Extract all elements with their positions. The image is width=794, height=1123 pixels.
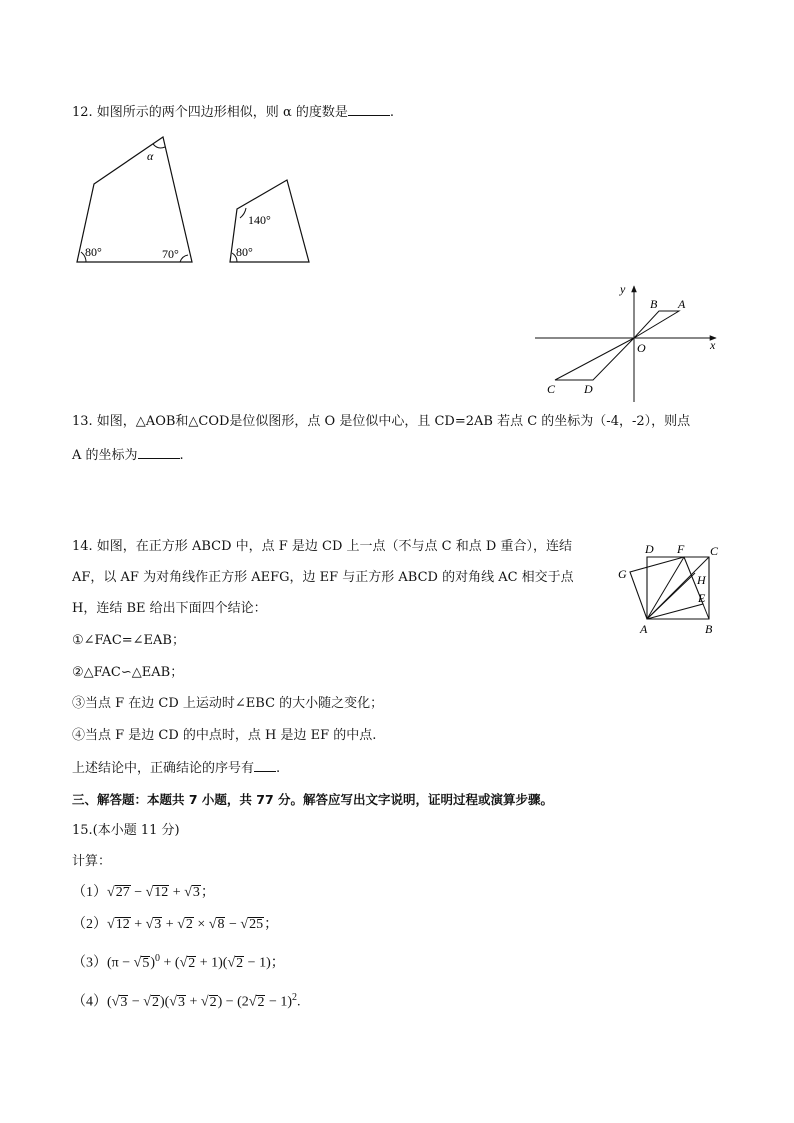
point-g-label: G [618,567,627,581]
q12-figure [70,132,320,268]
angle-140-label: 140° [248,213,271,227]
q15-intro: 计算： [72,854,112,869]
point-c-label: C [710,544,719,558]
triangle-aob [634,311,679,338]
point-b-label: B [705,622,713,636]
alpha-angle-arc [153,144,165,148]
q14-text-line3: H，连结 BE 给出下面四个结论： [72,601,267,616]
square-aefg [630,557,703,619]
x-axis-label: x [710,338,716,352]
q15-title: 15.(本小题 11 分) [72,823,180,838]
q13-answer-blank[interactable] [138,446,180,459]
point-e-label: E [698,591,706,605]
q14-answer-line: 上述结论中，正确结论的序号有 . [72,761,281,776]
angle-70-label: 70° [162,247,179,261]
angle-80-small-label: 80° [236,245,253,259]
point-c-label: C [547,382,556,396]
q14-square-figure [615,540,725,640]
point-a-label: A [678,297,686,311]
point-d-label: D [584,382,593,396]
y-axis-label: y [620,282,626,296]
q12-text: 12. 如图所示的两个四边形相似，则 α 的度数是 . [72,105,394,120]
section-3-heading: 三、解答题：本题共 7 小题，共 77 分。解答应写出文字说明，证明过程或演算步骤。 [72,792,554,807]
segment-be [703,604,709,619]
q14-conclusion-3: ③当点 F 在边 CD 上运动时∠EBC 的大小随之变化； [72,696,384,711]
q15-part-3: $(3)(\pi - √5)^0 + (√2 + 1)(√2 - 1)$； [72,953,285,971]
q13-text-line2: A 的坐标为 . [72,448,184,463]
q15-part-1: （1）√27 − √12 + √3； [72,885,215,900]
q14-conclusion-2: ②△FAC∽△EAB； [72,665,184,680]
triangle-cod [555,338,634,380]
alpha-label: α [147,149,154,163]
point-b-label: B [650,297,658,311]
point-d-label: D [645,542,654,556]
origin-label: O [637,341,646,355]
q14-conclusion-4: ④当点 F 是边 CD 的中点时，点 H 是边 EF 的中点. [72,728,377,743]
q13-text-line1: 13. 如图，△AOB和△COD是位似图形，点 O 是位似中心，且 CD=2AB 若点 C 的坐标为（-4，-2），则点 [72,414,691,429]
angle-80-large-label: 80° [85,245,102,259]
large-quadrilateral [77,137,192,262]
q14-text-line1: 14. 如图，在正方形 ABCD 中，点 F 是边 CD 上一点（不与点 C 和点 D 重合），连结 [72,539,572,554]
q13-coordinate-figure [530,280,724,404]
point-a-label: A [640,622,648,636]
q14-conclusion-1: ①∠FAC=∠EAB； [72,633,185,648]
q15-part-4: $(4)(√3 - √2)(√3 + √2) - (2√2 - 1)^2$. [72,992,301,1010]
q15-part-2: （2）√12 + √3 + √2 × √8 − √25； [72,917,279,932]
point-f-label: F [677,542,685,556]
q14-text-line2: AF，以 AF 为对角线作正方形 AEFG，边 EF 与正方形 ABCD 的对角线 AC 相交于点 [72,570,574,585]
q14-answer-blank[interactable] [254,759,276,772]
q12-answer-blank[interactable] [348,103,390,116]
angle-arc-140 [240,208,246,218]
point-h-label: H [697,573,706,587]
angle-arc-70 [180,255,188,262]
